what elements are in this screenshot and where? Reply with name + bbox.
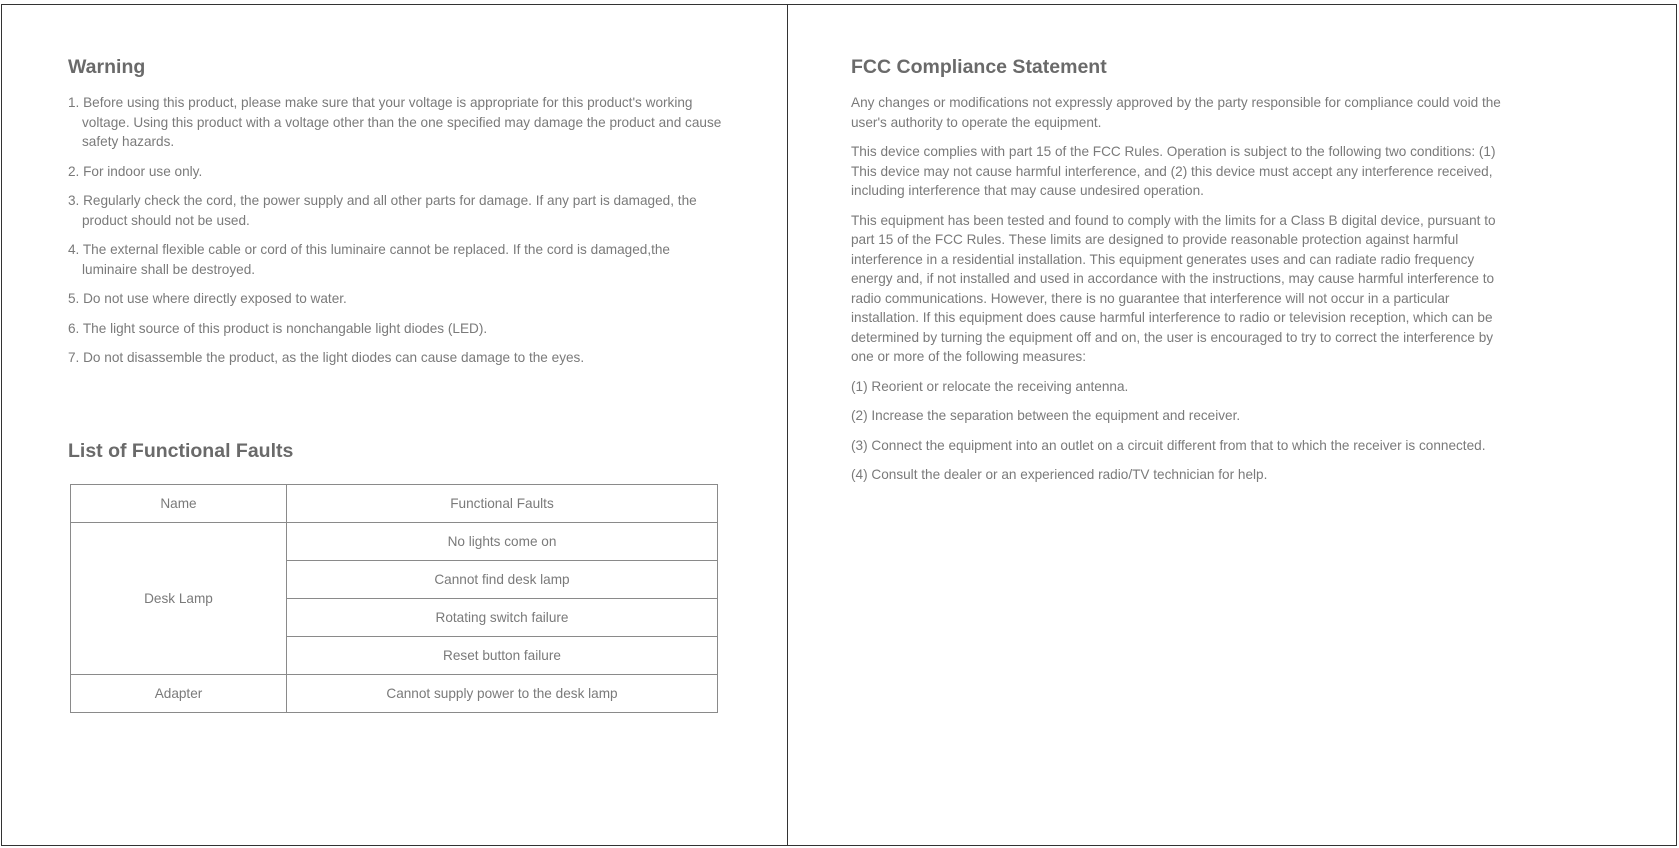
table-row [71, 523, 718, 561]
warning-section [68, 56, 728, 378]
table-header-row [71, 485, 718, 523]
warning-item: 2. For indoor use only. [68, 163, 203, 179]
faults-table [70, 484, 718, 713]
fcc-paragraph: This device complies with part 15 of the FCC Rules. Operation is subject to the following two conditions: (1) This device may not cause harmful interference, and (2) this device must accept any interference received, including interference that may cause undesired operation. [851, 144, 1496, 198]
fcc-paragraph: This equipment has been tested and found to comply with the limits for a Class B digital device, pursuant to part 15 of the FCC Rules. These limits are designed to provide reasonable protection against harmful interference in a residential installation. This equipment generates uses and can radiate radio frequency energy and, if not installed and used in accordance with the instructions, may cause harmful interference to radio communications. However, there is no guarantee that interference will not occur in a particular installation. If this equipment does cause harmful interference to radio or television reception, which can be determined by turning the equipment off and on, the user is encouraged to try to correct the interference by one or more of the following measures: [851, 212, 1496, 364]
fcc-measure: (1) Reorient or relocate the receiving antenna. [851, 378, 1129, 394]
fcc-section [851, 56, 1511, 495]
header-faults: Functional Faults [287, 485, 718, 523]
desk-lamp-name: Desk Lamp [71, 523, 287, 675]
warning-item: 6. The light source of this product is nonchangable light diodes (LED). [68, 320, 488, 336]
page-divider [787, 4, 788, 846]
warning-item: 3. Regularly check the cord, the power supply and all other parts for damage. If any part is damaged, the product should not be used. [68, 193, 697, 228]
table-row [71, 675, 718, 713]
warning-list [68, 93, 728, 368]
fault-cell: Reset button failure [287, 637, 718, 675]
fcc-measure: (2) Increase the separation between the equipment and receiver. [851, 408, 1241, 423]
warning-item: 7. Do not disassemble the product, as the light diodes can cause damage to the eyes. [68, 350, 585, 365]
header-name: Name [71, 485, 287, 523]
fcc-title: FCC Compliance Statement [851, 56, 1107, 78]
warning-title: Warning [68, 56, 146, 78]
warning-item: 5. Do not use where directly exposed to water. [68, 291, 347, 306]
fault-cell: No lights come on [287, 523, 718, 561]
warning-item: 4. The external flexible cable or cord of this luminaire cannot be replaced. If the cord is damaged,the luminaire shall be destroyed. [68, 242, 670, 277]
fcc-paragraph: Any changes or modifications not expressly approved by the party responsible for compliance could void the user's authority to operate the equipment. [851, 95, 1501, 130]
fault-cell: Rotating switch failure [287, 599, 718, 637]
fault-cell: Cannot supply power to the desk lamp [287, 675, 718, 713]
faults-title: List of Functional Faults [68, 440, 294, 462]
adapter-name: Adapter [71, 675, 287, 713]
fcc-measure: (3) Connect the equipment into an outlet on a circuit different from that to which the receiver is connected. [851, 437, 1486, 453]
warning-item: 1. Before using this product, please make sure that your voltage is appropriate for this product's working voltage. Using this product with a voltage other than the one specified may damage the product and cause safety hazards. [68, 95, 722, 149]
fault-cell: Cannot find desk lamp [287, 561, 718, 599]
fcc-measure: (4) Consult the dealer or an experienced radio/TV technician for help. [851, 467, 1268, 482]
